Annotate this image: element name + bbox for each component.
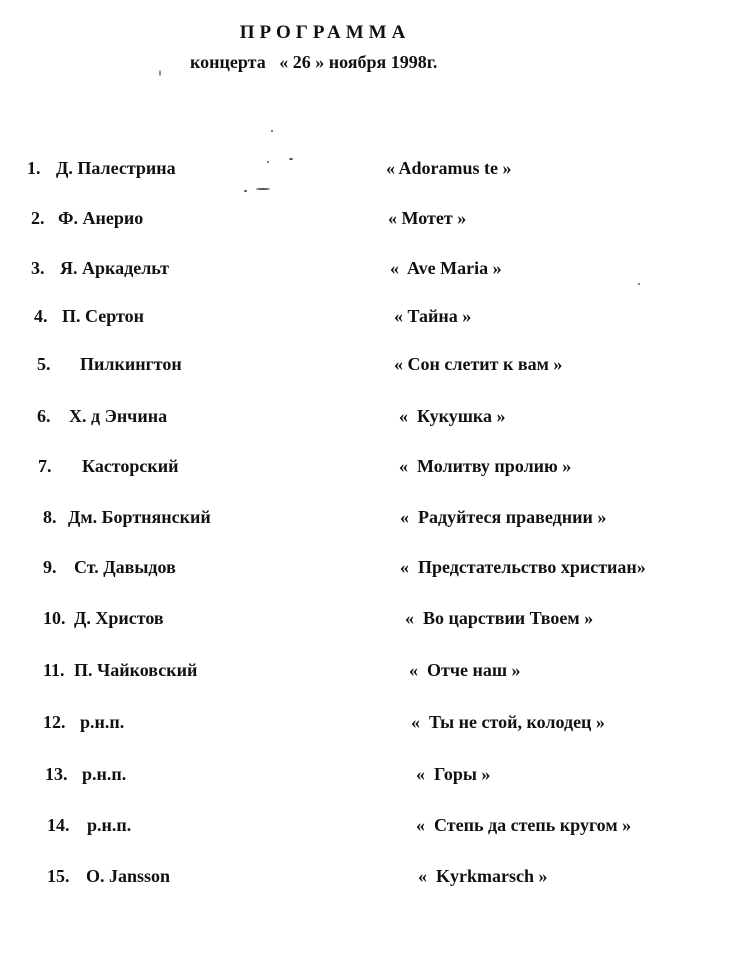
scan-speck — [638, 283, 640, 285]
composer-name: O. Jansson — [86, 866, 171, 886]
work-title: « Предстательство христиан» — [400, 557, 646, 577]
page-title: ПРОГРАММА — [239, 22, 411, 43]
program-item — [0, 456, 744, 482]
program-item — [0, 306, 744, 332]
composer-name: р.н.п. — [87, 815, 132, 835]
program-item — [0, 660, 744, 686]
work-title: « Радуйтеся праведнии » — [400, 507, 607, 527]
scan-speck — [159, 70, 161, 76]
work-title: « Тайна » — [394, 306, 472, 326]
item-number: 3. — [31, 258, 45, 278]
work-title: « Горы » — [416, 764, 491, 784]
program-item — [0, 406, 744, 432]
item-number: 2. — [31, 208, 45, 228]
composer-name: Пилкингтон — [80, 354, 182, 374]
item-number: 14. — [47, 815, 70, 835]
work-title: « Молитву пролию » — [399, 456, 572, 476]
work-title: « Kyrkmarsch » — [418, 866, 548, 886]
composer-name: Д. Христов — [74, 608, 164, 628]
scan-speck — [256, 188, 270, 190]
composer-name: Касторский — [82, 456, 179, 476]
program-item — [0, 258, 744, 284]
item-number: 7. — [38, 456, 52, 476]
program-item — [0, 608, 744, 634]
scan-speck — [244, 190, 247, 192]
work-title: « Отче наш » — [409, 660, 521, 680]
scan-speck — [271, 130, 273, 132]
work-title: « Кукушка » — [399, 406, 506, 426]
work-title: « Ты не стой, колодец » — [411, 712, 605, 732]
item-number: 8. — [43, 507, 57, 527]
program-item — [0, 354, 744, 380]
concert-date-subtitle: концерта « 26 » ноября 1998г. — [190, 52, 438, 72]
item-number: 15. — [47, 866, 70, 886]
program-item — [0, 712, 744, 738]
item-number: 13. — [45, 764, 68, 784]
program-item — [0, 815, 744, 841]
item-number: 11. — [43, 660, 65, 680]
item-number: 5. — [37, 354, 51, 374]
composer-name: Ф. Анерио — [58, 208, 144, 228]
work-title: « Сон слетит к вам » — [394, 354, 563, 374]
item-number: 1. — [27, 158, 41, 178]
work-title: « Мотет » — [388, 208, 467, 228]
work-title: « Ave Maria » — [390, 258, 502, 278]
work-title: « Во царствии Твоем » — [405, 608, 594, 628]
program-item — [0, 557, 744, 583]
scan-speck — [289, 158, 293, 160]
item-number: 6. — [37, 406, 51, 426]
program-item — [0, 764, 744, 790]
item-number: 10. — [43, 608, 66, 628]
composer-name: Ст. Давыдов — [74, 557, 176, 577]
composer-name: П. Чайковский — [74, 660, 198, 680]
work-title: « Adoramus te » — [386, 158, 512, 178]
program-item — [0, 208, 744, 234]
composer-name: Х. д Энчина — [69, 406, 168, 426]
composer-name: р.н.п. — [80, 712, 125, 732]
composer-name: Я. Аркадельт — [60, 258, 169, 278]
scan-speck — [267, 161, 269, 163]
composer-name: П. Сертон — [62, 306, 144, 326]
program-item — [0, 866, 744, 892]
composer-name: Дм. Бортнянский — [68, 507, 211, 527]
program-item — [0, 158, 744, 184]
item-number: 4. — [34, 306, 48, 326]
item-number: 9. — [43, 557, 57, 577]
item-number: 12. — [43, 712, 66, 732]
work-title: « Степь да степь кругом » — [416, 815, 632, 835]
program-item — [0, 507, 744, 533]
composer-name: Д. Палестрина — [56, 158, 176, 178]
composer-name: р.н.п. — [82, 764, 127, 784]
